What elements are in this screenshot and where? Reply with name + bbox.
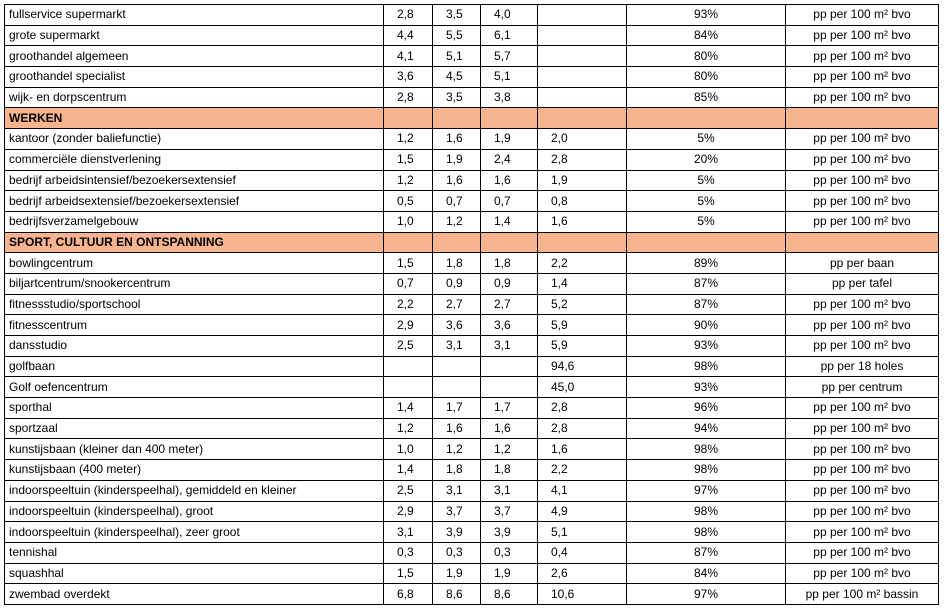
cell-value-2: 3,7 — [433, 501, 481, 522]
cell-value-2: 4,5 — [433, 67, 481, 88]
cell-percentage: 85% — [627, 87, 786, 108]
cell-value-2: 0,7 — [433, 191, 481, 212]
table-row — [5, 253, 939, 274]
table-row — [5, 5, 939, 26]
cell-unit: pp per 100 m² bvo — [786, 87, 939, 108]
cell-value-3: 3,9 — [481, 522, 538, 543]
cell-unit: pp per 100 m² bvo — [786, 563, 939, 584]
cell-value-2: 8,6 — [433, 584, 481, 605]
cell-value-3: 8,6 — [481, 584, 538, 605]
cell-value-3 — [481, 356, 538, 377]
cell-value-1: 2,8 — [384, 87, 433, 108]
cell-value-3: 1,2 — [481, 439, 538, 460]
section-empty-cell — [481, 232, 538, 253]
cell-unit: pp per 100 m² bvo — [786, 211, 939, 232]
cell-category: biljartcentrum/snookercentrum — [5, 273, 384, 294]
cell-value-4: 1,6 — [538, 211, 627, 232]
table-body — [5, 5, 939, 605]
cell-value-3: 2,7 — [481, 294, 538, 315]
cell-value-2: 5,1 — [433, 46, 481, 67]
cell-value-2: 1,6 — [433, 170, 481, 191]
cell-value-1: 2,9 — [384, 315, 433, 336]
cell-value-4: 2,2 — [538, 460, 627, 481]
cell-value-3: 1,6 — [481, 418, 538, 439]
table-row — [5, 294, 939, 315]
cell-value-1: 4,1 — [384, 46, 433, 67]
cell-value-3: 1,8 — [481, 460, 538, 481]
cell-value-4: 0,8 — [538, 191, 627, 212]
cell-value-2: 3,6 — [433, 315, 481, 336]
cell-value-1: 0,3 — [384, 542, 433, 563]
cell-value-3: 6,1 — [481, 25, 538, 46]
cell-value-3 — [481, 377, 538, 398]
cell-value-1: 6,8 — [384, 584, 433, 605]
section-empty-cell — [384, 232, 433, 253]
cell-value-4: 2,6 — [538, 563, 627, 584]
cell-category: zwembad overdekt — [5, 584, 384, 605]
cell-value-2: 0,3 — [433, 542, 481, 563]
cell-category: wijk- en dorpscentrum — [5, 87, 384, 108]
cell-category: fitnesscentrum — [5, 315, 384, 336]
cell-category: bedrijf arbeidsintensief/bezoekersextensief — [5, 170, 384, 191]
table-row — [5, 170, 939, 191]
cell-unit: pp per 100 m² bvo — [786, 460, 939, 481]
cell-percentage: 97% — [627, 480, 786, 501]
cell-category: sporthal — [5, 398, 384, 419]
cell-percentage: 84% — [627, 25, 786, 46]
cell-value-2 — [433, 377, 481, 398]
cell-category: bedrijf arbeidsextensief/bezoekersextensief — [5, 191, 384, 212]
cell-category: indoorspeeltuin (kinderspeelhal), groot — [5, 501, 384, 522]
cell-value-1: 1,2 — [384, 418, 433, 439]
cell-value-4: 4,9 — [538, 501, 627, 522]
cell-value-1: 4,4 — [384, 25, 433, 46]
parking-norms-table — [4, 4, 939, 605]
cell-category: golfbaan — [5, 356, 384, 377]
cell-value-1: 1,5 — [384, 149, 433, 170]
cell-value-1: 2,8 — [384, 5, 433, 26]
cell-unit: pp per baan — [786, 253, 939, 274]
cell-percentage: 5% — [627, 211, 786, 232]
cell-percentage: 5% — [627, 129, 786, 150]
table-row — [5, 522, 939, 543]
cell-value-4 — [538, 87, 627, 108]
cell-value-3: 0,7 — [481, 191, 538, 212]
cell-percentage: 90% — [627, 315, 786, 336]
table-row — [5, 67, 939, 88]
cell-value-4: 45,0 — [538, 377, 627, 398]
section-empty-cell — [627, 232, 786, 253]
cell-value-4 — [538, 67, 627, 88]
cell-unit: pp per tafel — [786, 273, 939, 294]
cell-value-1: 0,5 — [384, 191, 433, 212]
cell-value-1: 1,5 — [384, 563, 433, 584]
table-row — [5, 273, 939, 294]
table-row — [5, 418, 939, 439]
section-title: SPORT, CULTUUR EN ONTSPANNING — [5, 232, 384, 253]
cell-value-4: 1,6 — [538, 439, 627, 460]
table-row — [5, 356, 939, 377]
table-row — [5, 563, 939, 584]
cell-value-3: 0,9 — [481, 273, 538, 294]
cell-percentage: 80% — [627, 46, 786, 67]
cell-value-4 — [538, 5, 627, 26]
cell-value-2: 3,1 — [433, 336, 481, 357]
cell-unit: pp per 100 m² bvo — [786, 336, 939, 357]
cell-category: Golf oefencentrum — [5, 377, 384, 398]
cell-value-1: 1,0 — [384, 211, 433, 232]
table-row — [5, 149, 939, 170]
table-row — [5, 501, 939, 522]
cell-value-1: 1,0 — [384, 439, 433, 460]
cell-value-4: 10,6 — [538, 584, 627, 605]
cell-value-2: 3,1 — [433, 480, 481, 501]
table-row — [5, 336, 939, 357]
cell-value-1: 1,5 — [384, 253, 433, 274]
cell-value-4 — [538, 46, 627, 67]
cell-value-2: 2,7 — [433, 294, 481, 315]
cell-category: indoorspeeltuin (kinderspeelhal), zeer groot — [5, 522, 384, 543]
cell-value-1: 1,2 — [384, 129, 433, 150]
cell-percentage: 93% — [627, 336, 786, 357]
cell-percentage: 84% — [627, 563, 786, 584]
cell-value-2: 1,6 — [433, 129, 481, 150]
cell-category: squashhal — [5, 563, 384, 584]
cell-value-2: 3,9 — [433, 522, 481, 543]
cell-value-1: 1,2 — [384, 170, 433, 191]
section-empty-cell — [481, 108, 538, 129]
cell-percentage: 5% — [627, 170, 786, 191]
cell-value-1: 2,2 — [384, 294, 433, 315]
section-empty-cell — [538, 108, 627, 129]
cell-percentage: 20% — [627, 149, 786, 170]
cell-value-3: 1,4 — [481, 211, 538, 232]
cell-percentage: 87% — [627, 273, 786, 294]
cell-value-2: 1,2 — [433, 439, 481, 460]
cell-value-3: 5,7 — [481, 46, 538, 67]
cell-unit: pp per 100 m² bvo — [786, 191, 939, 212]
cell-value-3: 2,4 — [481, 149, 538, 170]
cell-unit: pp per 100 m² bvo — [786, 522, 939, 543]
cell-value-1: 2,5 — [384, 480, 433, 501]
cell-value-4: 5,2 — [538, 294, 627, 315]
cell-value-2: 5,5 — [433, 25, 481, 46]
cell-unit: pp per 100 m² bvo — [786, 439, 939, 460]
section-header-row — [5, 232, 939, 253]
cell-category: kunstijsbaan (kleiner dan 400 meter) — [5, 439, 384, 460]
cell-category: groothandel algemeen — [5, 46, 384, 67]
section-empty-cell — [786, 108, 939, 129]
cell-category: kunstijsbaan (400 meter) — [5, 460, 384, 481]
cell-value-4: 1,4 — [538, 273, 627, 294]
cell-value-3: 3,8 — [481, 87, 538, 108]
table-row — [5, 46, 939, 67]
section-empty-cell — [786, 232, 939, 253]
cell-value-2: 3,5 — [433, 5, 481, 26]
cell-category: dansstudio — [5, 336, 384, 357]
cell-value-2: 1,2 — [433, 211, 481, 232]
cell-value-4: 2,2 — [538, 253, 627, 274]
cell-category: grote supermarkt — [5, 25, 384, 46]
cell-value-2: 3,5 — [433, 87, 481, 108]
cell-value-3: 3,6 — [481, 315, 538, 336]
table-row — [5, 191, 939, 212]
section-empty-cell — [384, 108, 433, 129]
cell-value-2: 1,7 — [433, 398, 481, 419]
cell-unit: pp per 100 m² bvo — [786, 25, 939, 46]
cell-value-4: 1,9 — [538, 170, 627, 191]
cell-unit: pp per 100 m² bvo — [786, 398, 939, 419]
cell-percentage: 98% — [627, 460, 786, 481]
cell-value-2: 1,8 — [433, 253, 481, 274]
cell-value-3: 4,0 — [481, 5, 538, 26]
cell-value-1: 2,5 — [384, 336, 433, 357]
cell-value-3: 1,8 — [481, 253, 538, 274]
cell-category: fullservice supermarkt — [5, 5, 384, 26]
cell-value-4: 5,9 — [538, 315, 627, 336]
section-header-row — [5, 108, 939, 129]
cell-category: indoorspeeltuin (kinderspeelhal), gemiddeld en kleiner — [5, 480, 384, 501]
cell-unit: pp per 100 m² bvo — [786, 46, 939, 67]
table-row — [5, 129, 939, 150]
table-row — [5, 315, 939, 336]
table-row — [5, 377, 939, 398]
cell-percentage: 89% — [627, 253, 786, 274]
cell-value-2: 1,9 — [433, 149, 481, 170]
cell-unit: pp per 100 m² bvo — [786, 5, 939, 26]
cell-value-4: 5,1 — [538, 522, 627, 543]
cell-value-3: 1,9 — [481, 563, 538, 584]
cell-unit: pp per centrum — [786, 377, 939, 398]
cell-percentage: 98% — [627, 522, 786, 543]
cell-value-3: 1,9 — [481, 129, 538, 150]
cell-value-3: 5,1 — [481, 67, 538, 88]
cell-value-1: 0,7 — [384, 273, 433, 294]
cell-unit: pp per 100 m² bvo — [786, 501, 939, 522]
cell-value-1: 2,9 — [384, 501, 433, 522]
cell-percentage: 96% — [627, 398, 786, 419]
table-row — [5, 439, 939, 460]
cell-percentage: 94% — [627, 418, 786, 439]
cell-percentage: 98% — [627, 356, 786, 377]
cell-unit: pp per 100 m² bvo — [786, 129, 939, 150]
cell-unit: pp per 100 m² bvo — [786, 542, 939, 563]
cell-value-4: 2,8 — [538, 418, 627, 439]
cell-value-3: 1,6 — [481, 170, 538, 191]
cell-value-4: 4,1 — [538, 480, 627, 501]
cell-value-3: 1,7 — [481, 398, 538, 419]
cell-category: tennishal — [5, 542, 384, 563]
cell-category: commerciële dienstverlening — [5, 149, 384, 170]
cell-value-1: 1,4 — [384, 398, 433, 419]
cell-unit: pp per 100 m² bassin — [786, 584, 939, 605]
table-row — [5, 584, 939, 605]
cell-value-1: 3,1 — [384, 522, 433, 543]
cell-value-2: 1,9 — [433, 563, 481, 584]
cell-value-4: 2,8 — [538, 149, 627, 170]
cell-percentage: 5% — [627, 191, 786, 212]
table-row — [5, 398, 939, 419]
cell-category: groothandel specialist — [5, 67, 384, 88]
cell-percentage: 98% — [627, 501, 786, 522]
section-empty-cell — [627, 108, 786, 129]
table-row — [5, 211, 939, 232]
cell-value-4: 94,6 — [538, 356, 627, 377]
cell-value-4: 5,9 — [538, 336, 627, 357]
cell-value-1 — [384, 356, 433, 377]
cell-category: kantoor (zonder baliefunctie) — [5, 129, 384, 150]
cell-category: sportzaal — [5, 418, 384, 439]
cell-value-2 — [433, 356, 481, 377]
cell-value-4: 2,0 — [538, 129, 627, 150]
cell-unit: pp per 100 m² bvo — [786, 294, 939, 315]
table-row — [5, 460, 939, 481]
cell-unit: pp per 100 m² bvo — [786, 67, 939, 88]
cell-unit: pp per 100 m² bvo — [786, 418, 939, 439]
cell-category: bowlingcentrum — [5, 253, 384, 274]
cell-unit: pp per 100 m² bvo — [786, 149, 939, 170]
table-row — [5, 542, 939, 563]
cell-value-4: 2,8 — [538, 398, 627, 419]
cell-value-1: 1,4 — [384, 460, 433, 481]
cell-unit: pp per 18 holes — [786, 356, 939, 377]
cell-category: fitnessstudio/sportschool — [5, 294, 384, 315]
cell-percentage: 97% — [627, 584, 786, 605]
cell-category: bedrijfsverzamelgebouw — [5, 211, 384, 232]
cell-value-2: 1,8 — [433, 460, 481, 481]
cell-value-3: 0,3 — [481, 542, 538, 563]
cell-value-2: 0,9 — [433, 273, 481, 294]
cell-percentage: 93% — [627, 5, 786, 26]
cell-value-4 — [538, 25, 627, 46]
cell-value-3: 3,1 — [481, 480, 538, 501]
cell-unit: pp per 100 m² bvo — [786, 480, 939, 501]
section-title: WERKEN — [5, 108, 384, 129]
table-row — [5, 480, 939, 501]
section-empty-cell — [433, 108, 481, 129]
table-row — [5, 25, 939, 46]
section-empty-cell — [538, 232, 627, 253]
cell-percentage: 80% — [627, 67, 786, 88]
table-row — [5, 87, 939, 108]
cell-value-3: 3,1 — [481, 336, 538, 357]
section-empty-cell — [433, 232, 481, 253]
cell-value-2: 1,6 — [433, 418, 481, 439]
cell-value-3: 3,7 — [481, 501, 538, 522]
cell-unit: pp per 100 m² bvo — [786, 315, 939, 336]
cell-value-1: 3,6 — [384, 67, 433, 88]
cell-unit: pp per 100 m² bvo — [786, 170, 939, 191]
cell-percentage: 87% — [627, 294, 786, 315]
cell-percentage: 98% — [627, 439, 786, 460]
cell-percentage: 93% — [627, 377, 786, 398]
cell-value-4: 0,4 — [538, 542, 627, 563]
cell-value-1 — [384, 377, 433, 398]
cell-percentage: 87% — [627, 542, 786, 563]
